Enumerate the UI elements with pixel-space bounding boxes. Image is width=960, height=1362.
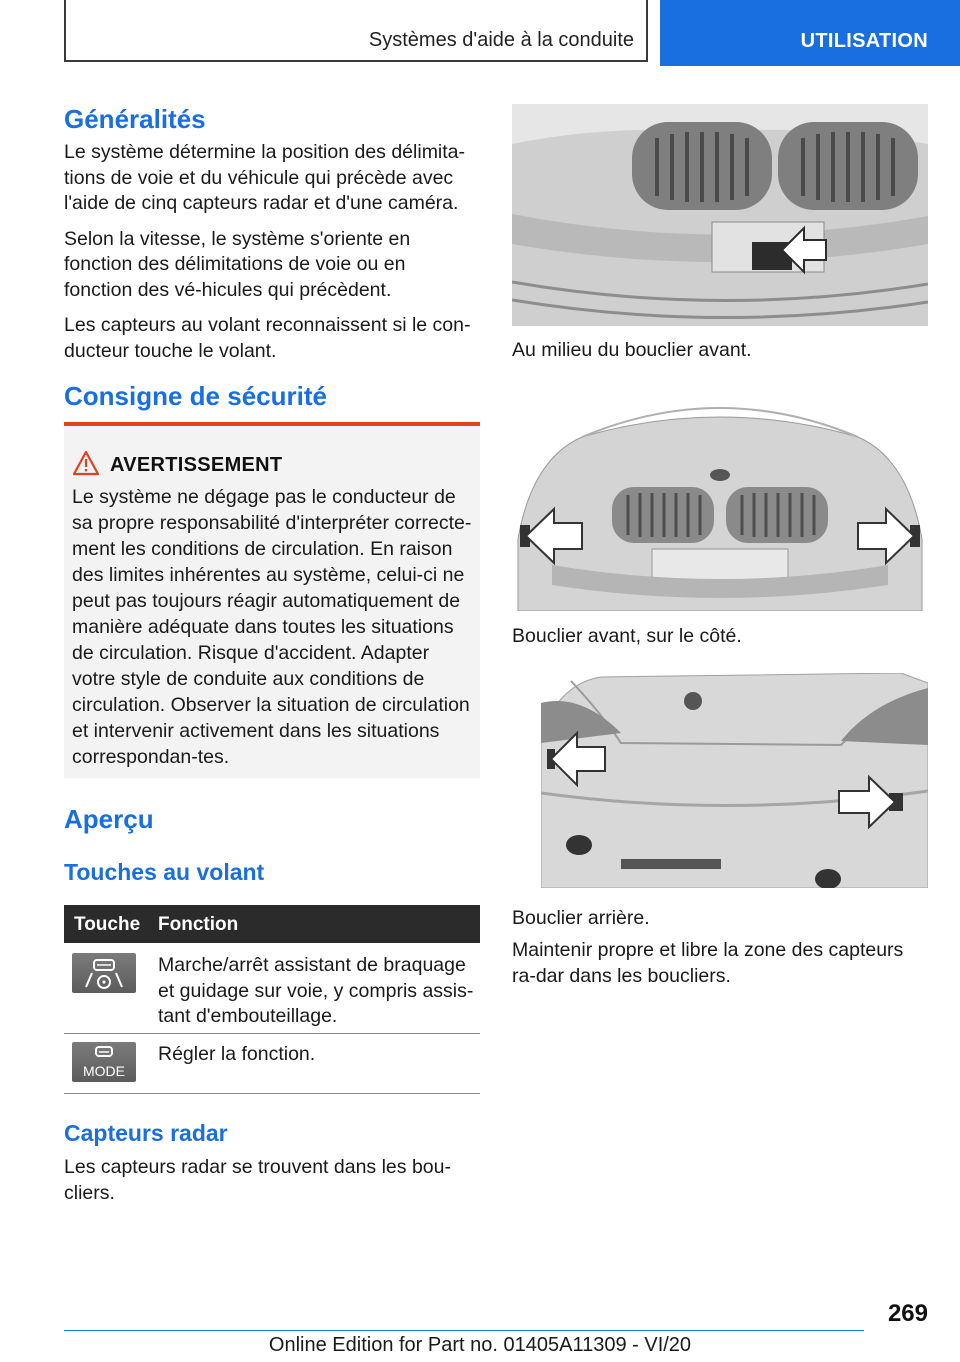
steering-assist-icon — [72, 953, 136, 993]
figure-rear-bumper — [541, 673, 928, 888]
mode-button-icon — [72, 1042, 136, 1082]
generalites-paragraph-1: Le système détermine la position des délimita-tions de voie et du véhicule qui précède avec l'aide de cinq capteurs radar et d'une caméra. — [64, 141, 466, 214]
mode-key-label: MODE — [83, 1063, 125, 1079]
radar-cleaning-note: Maintenir propre et libre la zone des capteurs ra-dar dans les boucliers. — [512, 939, 904, 987]
warning-title: AVERTISSEMENT — [110, 454, 283, 476]
heading-apercu: Aperçu — [64, 804, 154, 834]
column-header-fonction: Fonction — [158, 914, 239, 935]
function-text-row-1: Marche/arrêt assistant de braquage et guidage sur voie, y compris assis-tant d'embouteillage. — [158, 954, 474, 1027]
warning-box — [64, 422, 480, 778]
section-tab[interactable] — [660, 0, 960, 66]
figure-front-bumper-center — [512, 104, 928, 326]
caption-front-side: Bouclier avant, sur le côté. — [512, 625, 742, 647]
heading-capteurs-radar: Capteurs radar — [64, 1120, 228, 1146]
heading-generalites: Généralités — [64, 104, 206, 134]
table-row-divider — [64, 1033, 480, 1034]
caption-front-center: Au milieu du bouclier avant. — [512, 339, 752, 361]
warning-triangle-icon — [72, 450, 100, 476]
generalites-text — [64, 140, 479, 374]
caption-rear: Bouclier arrière. — [512, 907, 650, 929]
page-number: 269 — [887, 1300, 928, 1327]
table-header — [64, 905, 480, 943]
function-text-row-2: Régler la fonction. — [158, 1043, 316, 1065]
capteurs-text: Les capteurs radar se trouvent dans les bou-cliers. — [64, 1156, 451, 1204]
heading-consigne: Consigne de sécurité — [64, 381, 327, 411]
chapter-title: Systèmes d'aide à la conduite — [368, 29, 634, 51]
column-header-touche: Touche — [74, 914, 141, 935]
footer-edition: Online Edition for Part no. 01405A11309 - VI/20 — [268, 1334, 692, 1356]
warning-body: Le système ne dégage pas le conducteur de sa propre responsabilité d'interpréter correcte-ment les conditions de circulation. En raison des limites inhérentes au système, celui-ci ne peut pas toujours réagir automatiquement de manière adéquate dans toutes les situations de circulation. Risque d'accident. Adapter votre style de conduite aux conditions de circulation. Observer la situation de circulation et intervenir activement dans les situations correspondan-tes. — [72, 486, 472, 768]
section-tab-label: UTILISATION — [800, 30, 928, 52]
table-bottom-rule — [64, 1093, 480, 1094]
footer-rule — [64, 1330, 864, 1331]
figure-front-bumper-side — [512, 389, 928, 611]
generalites-paragraph-3: Les capteurs au volant reconnaissent si le con-ducteur touche le volant. — [64, 314, 471, 362]
generalites-paragraph-2: Selon la vitesse, le système s'oriente en fonction des délimitations de voie ou en fonction des vé-hicules qui précèdent. — [64, 227, 411, 301]
heading-touches-volant: Touches au volant — [64, 859, 265, 885]
